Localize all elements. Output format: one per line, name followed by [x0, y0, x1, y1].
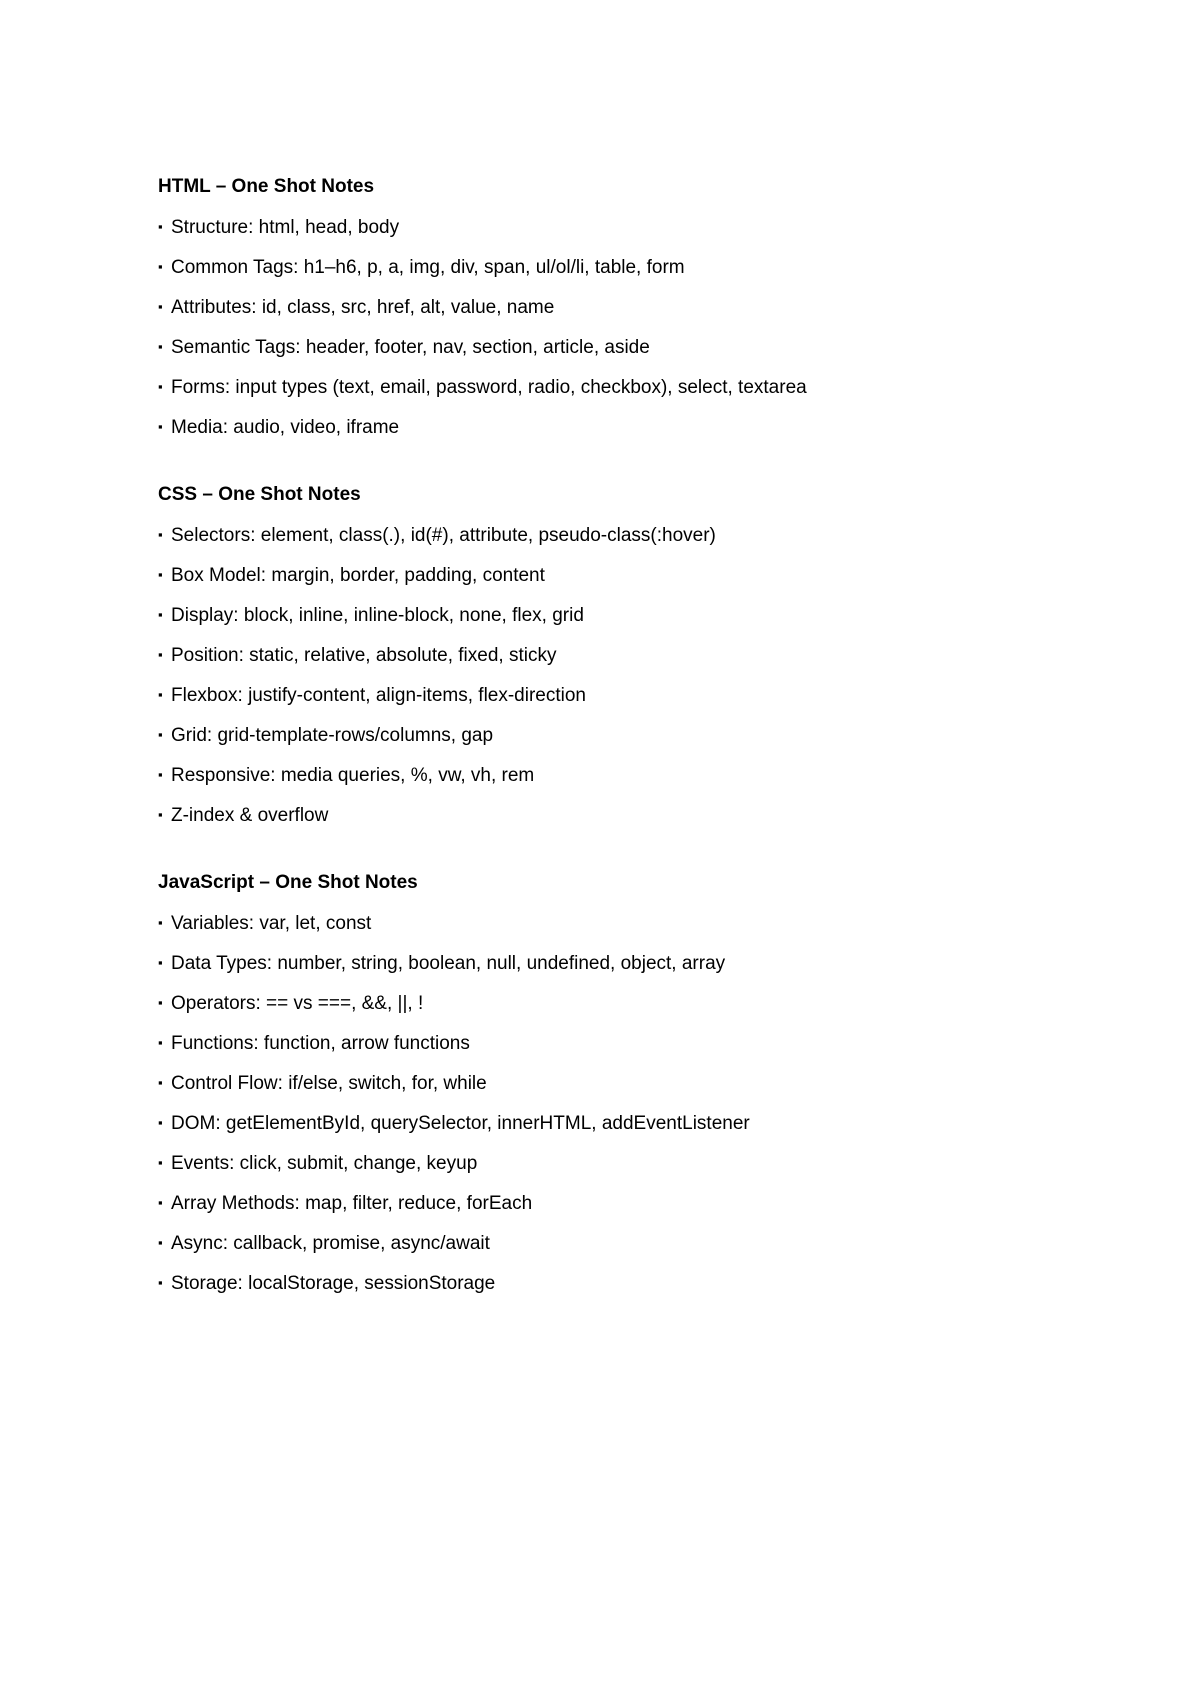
notes-body — [158, 173, 1118, 1297]
list-item-text: Attributes: id, class, src, href, alt, value, name — [171, 297, 555, 318]
list-item-text: Forms: input types (text, email, password, radio, checkbox), select, textarea — [171, 377, 807, 398]
bullet-icon: ▪ — [158, 219, 163, 234]
list-item-text: Semantic Tags: header, footer, nav, section, article, aside — [171, 337, 650, 358]
bullet-icon: ▪ — [158, 767, 163, 782]
bullet-icon: ▪ — [158, 955, 163, 970]
bullet-icon: ▪ — [158, 915, 163, 930]
bullet-icon: ▪ — [158, 647, 163, 662]
list-item — [158, 213, 1118, 241]
section-title: CSS – One Shot Notes — [158, 484, 361, 505]
list-item — [158, 761, 1118, 789]
list-item — [158, 1029, 1118, 1057]
list-item — [158, 989, 1118, 1017]
bullet-icon: ▪ — [158, 527, 163, 542]
bullet-icon: ▪ — [158, 807, 163, 822]
list-item — [158, 1189, 1118, 1217]
section-title: HTML – One Shot Notes — [158, 176, 375, 197]
list-item-text: Flexbox: justify-content, align-items, flex-direction — [171, 685, 586, 706]
list-item-text: Grid: grid-template-rows/columns, gap — [171, 725, 494, 746]
list-item-text: Z-index & overflow — [171, 805, 329, 826]
bullet-icon: ▪ — [158, 379, 163, 394]
list-item — [158, 413, 1118, 441]
list-item — [158, 521, 1118, 549]
list-item-text: Position: static, relative, absolute, fixed, sticky — [171, 645, 557, 666]
css-notes-list — [158, 521, 1118, 829]
bullet-icon: ▪ — [158, 1035, 163, 1050]
css-notes-section — [158, 481, 1118, 829]
bullet-icon: ▪ — [158, 339, 163, 354]
list-item — [158, 909, 1118, 937]
list-item — [158, 681, 1118, 709]
list-item — [158, 949, 1118, 977]
html-notes-section — [158, 173, 1118, 441]
list-item-text: Display: block, inline, inline-block, none, flex, grid — [171, 605, 584, 626]
list-item — [158, 721, 1118, 749]
bullet-icon: ▪ — [158, 259, 163, 274]
list-item-text: Selectors: element, class(.), id(#), attribute, pseudo-class(:hover) — [171, 525, 716, 546]
list-item — [158, 1229, 1118, 1257]
list-item-text: Events: click, submit, change, keyup — [171, 1153, 478, 1174]
list-item — [158, 801, 1118, 829]
bullet-icon: ▪ — [158, 1275, 163, 1290]
list-item-text: Responsive: media queries, %, vw, vh, rem — [171, 765, 535, 786]
list-item-text: Common Tags: h1–h6, p, a, img, div, span, ul/ol/li, table, form — [171, 257, 685, 278]
list-item — [158, 373, 1118, 401]
html-notes-list — [158, 213, 1118, 441]
javascript-notes-section — [158, 869, 1118, 1297]
list-item-text: Media: audio, video, iframe — [171, 417, 400, 438]
bullet-icon: ▪ — [158, 1195, 163, 1210]
list-item — [158, 333, 1118, 361]
list-item — [158, 1149, 1118, 1177]
bullet-icon: ▪ — [158, 567, 163, 582]
list-item — [158, 561, 1118, 589]
bullet-icon: ▪ — [158, 1115, 163, 1130]
list-item-text: Data Types: number, string, boolean, null, undefined, object, array — [171, 953, 726, 974]
bullet-icon: ▪ — [158, 607, 163, 622]
list-item-text: Functions: function, arrow functions — [171, 1033, 470, 1054]
list-item — [158, 1109, 1118, 1137]
list-item — [158, 601, 1118, 629]
javascript-notes-list — [158, 909, 1118, 1297]
bullet-icon: ▪ — [158, 1075, 163, 1090]
bullet-icon: ▪ — [158, 687, 163, 702]
bullet-icon: ▪ — [158, 419, 163, 434]
bullet-icon: ▪ — [158, 299, 163, 314]
bullet-icon: ▪ — [158, 727, 163, 742]
list-item-text: DOM: getElementById, querySelector, innerHTML, addEventListener — [171, 1113, 750, 1134]
list-item — [158, 293, 1118, 321]
bullet-icon: ▪ — [158, 1155, 163, 1170]
list-item-text: Array Methods: map, filter, reduce, forEach — [171, 1193, 533, 1214]
list-item — [158, 1069, 1118, 1097]
list-item — [158, 253, 1118, 281]
list-item-text: Storage: localStorage, sessionStorage — [171, 1273, 496, 1294]
list-item-text: Structure: html, head, body — [171, 217, 400, 238]
list-item-text: Control Flow: if/else, switch, for, while — [171, 1073, 487, 1094]
bullet-icon: ▪ — [158, 1235, 163, 1250]
list-item-text: Box Model: margin, border, padding, content — [171, 565, 545, 586]
section-title: JavaScript – One Shot Notes — [158, 872, 418, 893]
list-item-text: Operators: == vs ===, &&, ||, ! — [171, 993, 424, 1014]
list-item — [158, 641, 1118, 669]
list-item — [158, 1269, 1118, 1297]
list-item-text: Variables: var, let, const — [171, 913, 372, 934]
bullet-icon: ▪ — [158, 995, 163, 1010]
list-item-text: Async: callback, promise, async/await — [171, 1233, 490, 1254]
